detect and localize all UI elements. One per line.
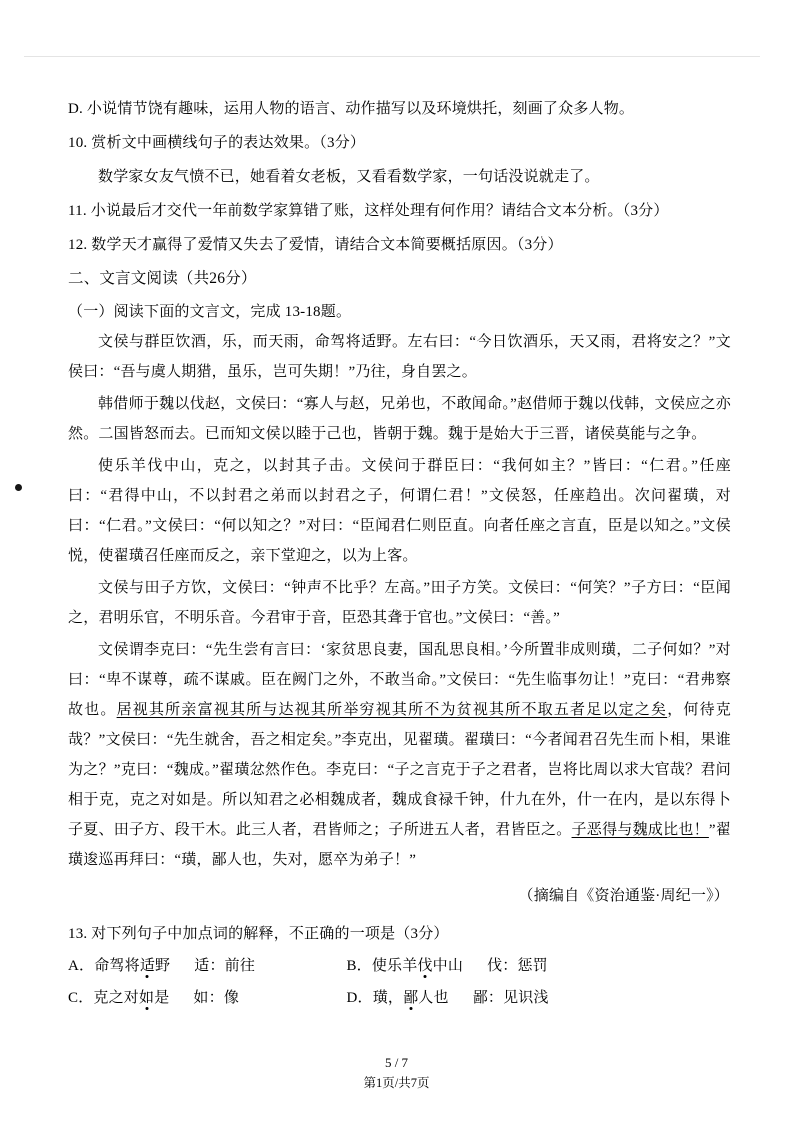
page-content: [68, 94, 731, 1013]
option-d-label: D．: [346, 990, 373, 1006]
option-c-gloss: 如：像: [193, 990, 240, 1006]
passage-paragraph-1: 文侯与群臣饮酒，乐，而天雨，命驾将适野。左右曰：“今日饮酒乐，天又雨，君将安之？”文侯曰：“吾与虞人期猎，虽乐，岂可失期！”乃往，身自罢之。: [68, 334, 731, 380]
scan-artifact-dot: [15, 484, 22, 491]
question-13-option-a: [68, 951, 346, 981]
option-b-gloss: 伐：惩罚: [487, 958, 548, 974]
option-b-phrase-end: 中山: [432, 958, 464, 974]
question-10-quoted-sentence: 数学家女友气愤不已，她看着女老板，又看看数学家，一句话没说就走了。: [98, 169, 600, 185]
scan-artifact-streak: [24, 56, 760, 57]
passage-instructions: （一）阅读下面的文言文，完成 13-18题。: [68, 304, 352, 320]
question-13-option-b: [346, 951, 547, 981]
choice-option-d: D. 小说情节饶有趣味，运用人物的语言、动作描写以及环境烘托，刻画了众多人物。: [68, 101, 635, 117]
question-13-stem: 13. 对下列句子中加点词的解释，不正确的一项是（3分）: [68, 926, 449, 942]
paragraph-5-text: ，何待克哉？”文侯曰：“先生就舍，吾之相定矣。”李克出，见翟璜。翟璜曰：“今者闻君召先生而卜相，果谁为之？”克曰：“魏成。”翟璜忿然作色。李克曰：“子之言克于子之君者，岂将比周以求大官哉？君问相于克，克之对如是。所以知君之必相魏成者，魏成食禄千钟，什九在外，什一在内，是以东得卜子夏、田子方、段干木。此三人者，君皆师之；子所进五人者，君皆臣之。: [68, 702, 731, 838]
option-a-phrase-end: 野: [155, 958, 171, 974]
underlined-sentence-breaking-clause: 居视其所亲富视其所与达视其所举穷视其所不为贫视其所不取五者足以定之矣: [116, 702, 668, 718]
section-title-classical-reading: 二、文言文阅读（共26分）: [68, 270, 257, 287]
question-13-option-c: [68, 983, 346, 1013]
question-13-option-d: [346, 983, 548, 1013]
option-d-phrase: 璜，: [372, 990, 404, 1006]
footer-page-fraction: 5 / 7: [384, 1055, 409, 1070]
option-d-gloss: 鄙：见识浅: [472, 990, 549, 1006]
passage-paragraph-3: 使乐羊伐中山，克之，以封其子击。文侯问于群臣曰：“我何如主？”皆曰：“仁君。”任座曰：“君得中山，不以封君之弟而以封君之子，何谓仁君！”文侯怒，任座趋出。次问翟璜，对曰：“仁君。”文侯曰：“何以知之？”对曰：“臣闻君仁则臣直。向者任座之言直，臣是以知之。”文侯悦，使翟璜召任座而反之，亲下堂迎之，以为上客。: [68, 458, 731, 564]
option-c-phrase: 克之对: [93, 990, 140, 1006]
question-13-options-row-2: [68, 983, 731, 1013]
passage-source-citation: （摘编自《资治通鉴·周纪一》）: [518, 888, 729, 904]
passage-paragraph-5: [68, 635, 731, 875]
option-b-phrase: 使乐羊: [371, 958, 418, 974]
page-footer: [0, 1052, 793, 1094]
footer-page-label: 第1页/共7页: [363, 1076, 430, 1090]
option-d-dotted-word: 鄙: [403, 990, 419, 1006]
underlined-translation-sentence: 子恶得与魏成比也！: [571, 822, 709, 838]
option-a-dotted-word: 适: [139, 958, 156, 974]
option-b-label: B．: [346, 958, 372, 974]
option-a-label: A．: [68, 958, 95, 974]
option-b-dotted-word: 伐: [417, 958, 433, 974]
question-10: 10. 赏析文中画横线句子的表达效果。（3分）: [68, 135, 366, 151]
question-11: 11. 小说最后才交代一年前数学家算错了账，这样处理有何作用？请结合文本分析。（3分）: [68, 203, 669, 219]
question-13-options-row-1: [68, 951, 731, 981]
option-a-phrase: 命驾将: [94, 958, 140, 974]
paragraph-5-text: ”翟璜逡巡再拜曰：“璜，鄙人也，失对，愿卒为弟子！”: [68, 822, 731, 868]
option-c-label: C．: [68, 990, 94, 1006]
paragraph-5-text: 文侯谓李克曰：“先生尝有言曰：‘家贫思良妻，国乱思良相。’今所置非成则璜，二子何如？”对曰：“卑不谋尊，疏不谋戚。臣在阙门之外，不敢当命。”文侯曰：“先生临事勿让！”克曰：“君弗察故也。: [68, 642, 731, 718]
question-12: 12. 数学天才赢得了爱情又失去了爱情，请结合文本简要概括原因。（3分）: [68, 237, 563, 253]
passage-paragraph-2: 韩借师于魏以伐赵，文侯曰：“寡人与赵，兄弟也，不敢闻命。”赵借师于魏以伐韩，文侯应之亦然。二国皆怒而去。已而知文侯以睦于己也，皆朝于魏。魏于是始大于三晋，诸侯莫能与之争。: [68, 396, 731, 442]
passage-paragraph-4: 文侯与田子方饮，文侯曰：“钟声不比乎？左高。”田子方笑。文侯曰：“何笑？”子方曰：“臣闻之，君明乐官，不明乐音。今君审于音，臣恐其聋于官也。”文侯曰：“善。”: [68, 580, 731, 626]
option-a-gloss: 适：前往: [194, 958, 256, 974]
option-d-phrase-end: 人也: [418, 990, 449, 1006]
option-c-dotted-word: 如: [139, 990, 155, 1006]
option-c-phrase-end: 是: [154, 990, 170, 1006]
